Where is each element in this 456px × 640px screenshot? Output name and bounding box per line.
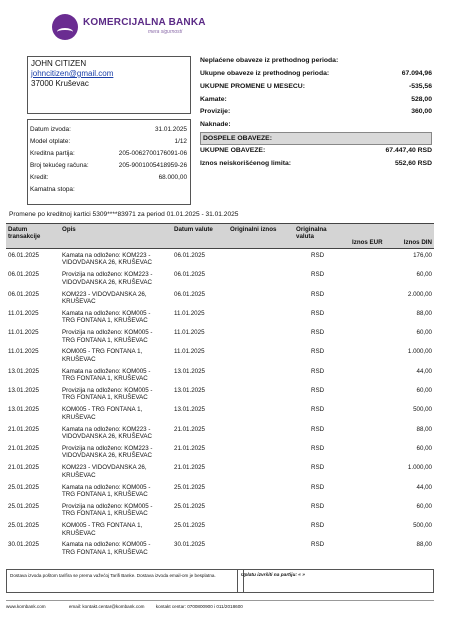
logo-mark-icon xyxy=(52,14,78,40)
table-row xyxy=(6,481,434,500)
cell-amount-din: 88,00 xyxy=(416,309,432,317)
customer-name: JOHN CITIZEN xyxy=(31,59,87,68)
cell-amount-din: 88,00 xyxy=(416,425,432,433)
cell-currency: RSD xyxy=(311,348,325,356)
cell-currency: RSD xyxy=(311,541,325,549)
summary-row: Naknade: xyxy=(200,121,231,129)
cell-description: Kamata na odloženo: KOM005 - TRG FONTANA 1, KRUŠEVAC xyxy=(62,483,151,498)
cell-date: 25.01.2025 xyxy=(8,483,39,491)
cell-description: Provizija na odloženo: KOM005 - TRG FONTANA 1, KRUŠEVAC xyxy=(62,502,153,518)
table-row xyxy=(6,307,434,326)
cell-amount-din: 1.000,00 xyxy=(407,348,432,356)
cell-amount-din: 500,00 xyxy=(413,522,432,530)
summary-row: UKUPNE PROMENE U MESECU: -535,56 xyxy=(200,82,432,90)
cell-value-date: 25.01.2025 xyxy=(174,483,205,491)
total-obligations-row: UKUPNE OBAVEZE: 67.447,40 RSD xyxy=(200,145,432,158)
cell-value-date: 25.01.2025 xyxy=(174,522,205,530)
cell-currency: RSD xyxy=(311,406,325,414)
header-date: Datum transakcije xyxy=(8,226,41,240)
cell-value-date: 06.01.2025 xyxy=(174,290,205,298)
cell-description: Provizija na odloženo: KOM223 - VIDOVDANSKA 26, KRUŠEVAC xyxy=(62,444,153,460)
customer-box xyxy=(27,56,191,114)
cell-currency: RSD xyxy=(311,290,325,298)
cell-description: KOM223 - VIDOVDANSKA 26, KRUŠEVAC xyxy=(62,290,147,305)
cell-amount-din: 176,00 xyxy=(413,252,432,259)
cell-description: Kamata na odloženo: KOM005 - TRG FONTANA 1, KRUŠEVAC xyxy=(62,367,151,383)
summary-row: Ukupne obaveze iz prethodnog perioda: 67.094,96 xyxy=(200,70,432,77)
header-original-currency: Originalna valuta xyxy=(296,226,327,240)
cell-value-date: 13.01.2025 xyxy=(174,387,205,395)
table-row xyxy=(6,288,434,307)
cell-description: KOM005 - TRG FONTANA 1, KRUŠEVAC xyxy=(62,348,143,363)
bank-name: KOMERCIJALNA BANKA xyxy=(83,17,206,28)
cell-currency: RSD xyxy=(311,444,325,452)
cell-date: 21.01.2025 xyxy=(8,444,39,452)
cell-amount-din: 1.000,00 xyxy=(407,464,432,472)
table-header xyxy=(6,223,434,249)
period-caption: Promene po kreditnoj kartici 5309****83971 za period 01.01.2025 - 31.01.2025 xyxy=(9,211,239,218)
unused-limit-row: Iznos neiskorišćenog limita: 552,60 RSD xyxy=(200,158,432,171)
table-row xyxy=(6,423,434,442)
cell-currency: RSD xyxy=(311,502,325,510)
unused-limit-value: 552,60 RSD xyxy=(394,159,432,167)
cell-value-date: 06.01.2025 xyxy=(174,252,205,259)
cell-date: 11.01.2025 xyxy=(8,329,39,337)
cell-amount-din: 60,00 xyxy=(416,387,432,395)
cell-currency: RSD xyxy=(311,367,325,375)
cell-date: 06.01.2025 xyxy=(8,252,39,259)
summary-row: Kamate: 528,00 xyxy=(200,95,432,103)
statement-info-box xyxy=(27,119,191,205)
cell-date: 11.01.2025 xyxy=(8,309,39,317)
total-obligations-value: 67.447,40 RSD xyxy=(385,146,432,154)
cell-date: 06.01.2025 xyxy=(8,290,39,298)
cell-value-date: 30.01.2025 xyxy=(174,541,205,549)
cell-date: 25.01.2025 xyxy=(8,502,39,510)
cell-date: 13.01.2025 xyxy=(8,367,39,375)
cell-amount-din: 60,00 xyxy=(416,329,432,337)
cell-description: KOM005 - TRG FONTANA 1, KRUŠEVAC xyxy=(62,406,143,421)
table-row xyxy=(6,384,434,403)
info-row xyxy=(28,172,190,184)
table-row xyxy=(6,461,434,480)
cell-date: 30.01.2025 xyxy=(8,541,39,549)
cell-amount-din: 500,00 xyxy=(413,406,432,414)
summary-panel xyxy=(200,56,432,171)
info-value: 205-0062700176091-06 xyxy=(118,150,187,157)
table-row xyxy=(6,326,434,345)
footer-email[interactable]: email: kontakt.centar@kombank.com xyxy=(68,604,145,609)
table-row xyxy=(6,403,434,422)
cell-description: Provizija na odloženo: KOM223 - VIDOVDANSKA 26, KRUŠEVAC xyxy=(62,271,153,286)
info-row xyxy=(28,148,190,160)
bank-tagline: mera sigurnosti xyxy=(148,29,183,35)
cell-currency: RSD xyxy=(311,464,325,472)
table-row xyxy=(6,500,434,519)
cell-value-date: 06.01.2025 xyxy=(174,271,205,279)
cell-amount-din: 44,00 xyxy=(416,483,432,491)
table-row xyxy=(6,365,434,384)
cell-currency: RSD xyxy=(311,309,325,317)
cell-description: Provizija na odloženo: KOM005 - TRG FONTANA 1, KRUŠEVAC xyxy=(62,387,153,402)
info-label: Kredit: xyxy=(30,174,49,181)
info-label: Datum izvoda: xyxy=(30,126,71,133)
cell-value-date: 25.01.2025 xyxy=(174,502,205,510)
cell-amount-din: 2.000,00 xyxy=(407,290,432,298)
table-row xyxy=(6,249,434,268)
table-body xyxy=(6,249,434,558)
cell-value-date: 21.01.2025 xyxy=(174,464,205,472)
info-label: Broj tekućeg računa: xyxy=(30,162,89,169)
header-original-amount: Originalni iznos xyxy=(230,226,277,233)
cell-date: 21.01.2025 xyxy=(8,425,39,433)
info-row xyxy=(28,124,190,136)
cell-description: Provizija na odloženo: KOM005 - TRG FONTANA 1, KRUŠEVAC xyxy=(62,329,153,344)
info-label: Kamatna stopa: xyxy=(30,186,75,193)
cell-date: 11.01.2025 xyxy=(8,348,39,356)
cell-value-date: 11.01.2025 xyxy=(174,329,205,337)
table-row xyxy=(6,345,434,364)
cell-amount-din: 88,00 xyxy=(416,541,432,549)
cell-description: KOM223 - VIDOVDANSKA 26, KRUŠEVAC xyxy=(62,464,147,479)
summary-row: Provizije: 360,00 xyxy=(200,108,432,116)
customer-email-link[interactable]: johncitizen@gmail.com xyxy=(31,69,114,78)
page-footer xyxy=(6,600,434,609)
info-row xyxy=(28,184,190,196)
cell-description: KOM005 - TRG FONTANA 1, KRUŠEVAC xyxy=(62,522,143,537)
info-label: Kreditna partija: xyxy=(30,150,75,157)
header-amount-eur: Iznos EUR xyxy=(352,239,383,246)
table-row xyxy=(6,268,434,287)
cell-currency: RSD xyxy=(311,271,325,279)
cell-currency: RSD xyxy=(311,522,325,530)
info-label: Model otplate: xyxy=(30,138,71,145)
cell-currency: RSD xyxy=(311,329,325,337)
cell-value-date: 21.01.2025 xyxy=(174,444,205,452)
bank-logo xyxy=(52,10,206,44)
cell-description: Kamata na odloženo: KOM005 - TRG FONTANA 1, KRUŠEVAC xyxy=(62,541,151,556)
cell-value-date: 13.01.2025 xyxy=(174,406,205,414)
info-value: 1/12 xyxy=(174,138,187,145)
cell-amount-din: 60,00 xyxy=(416,444,432,452)
cell-date: 13.01.2025 xyxy=(8,387,39,395)
cell-currency: RSD xyxy=(311,387,325,395)
table-row xyxy=(6,519,434,538)
header-amount-din: Iznos DIN xyxy=(403,239,432,246)
payment-box: Uplatu izvršiti na partiju: « » xyxy=(237,569,434,593)
header-value-date: Datum valute xyxy=(174,226,213,233)
info-row xyxy=(28,136,190,148)
cell-date: 21.01.2025 xyxy=(8,464,39,472)
info-value: 68.000,00 xyxy=(158,174,187,181)
footer-website[interactable]: www.kombank.com xyxy=(6,604,46,609)
cell-date: 25.01.2025 xyxy=(8,522,39,530)
cell-date: 06.01.2025 xyxy=(8,271,39,279)
delivery-note: Dostava izvoda poštom tarifira se prema važećoj Tarifi Banke. Dostava izvoda email-om je besplatna. xyxy=(6,569,244,593)
cell-amount-din: 44,00 xyxy=(416,367,432,375)
cell-currency: RSD xyxy=(311,252,325,259)
cell-description: Kamata na odloženo: KOM005 - TRG FONTANA 1, KRUŠEVAC xyxy=(62,309,151,325)
cell-amount-din: 60,00 xyxy=(416,502,432,510)
info-value: 31.01.2025 xyxy=(155,126,187,133)
cell-currency: RSD xyxy=(311,425,325,433)
due-obligations-label: DOSPELE OBAVEZE: xyxy=(200,132,432,145)
summary-heading: Neplaćene obaveze iz prethodnog perioda: xyxy=(200,57,339,64)
cell-date: 13.01.2025 xyxy=(8,406,39,414)
cell-amount-din: 60,00 xyxy=(416,271,432,279)
cell-value-date: 11.01.2025 xyxy=(174,348,205,356)
customer-address: 37000 Kruševac xyxy=(31,79,89,88)
table-row xyxy=(6,442,434,461)
cell-value-date: 13.01.2025 xyxy=(174,367,205,375)
header-description: Opis xyxy=(62,226,76,233)
transactions-table xyxy=(6,223,434,558)
cell-value-date: 11.01.2025 xyxy=(174,309,205,317)
info-value: 205-9001005418959-26 xyxy=(118,162,187,169)
info-row xyxy=(28,160,190,172)
cell-description: Kamata na odloženo: KOM223 - VIDOVDANSKA 26, KRUŠEVAC xyxy=(62,252,152,267)
cell-value-date: 21.01.2025 xyxy=(174,425,205,433)
footer-contact: kontakt centar: 0700800900 i 011/2018600 xyxy=(155,604,243,609)
cell-description: Kamata na odloženo: KOM223 - VIDOVDANSKA 26, KRUŠEVAC xyxy=(62,425,152,441)
table-row xyxy=(6,538,434,557)
cell-currency: RSD xyxy=(311,483,325,491)
